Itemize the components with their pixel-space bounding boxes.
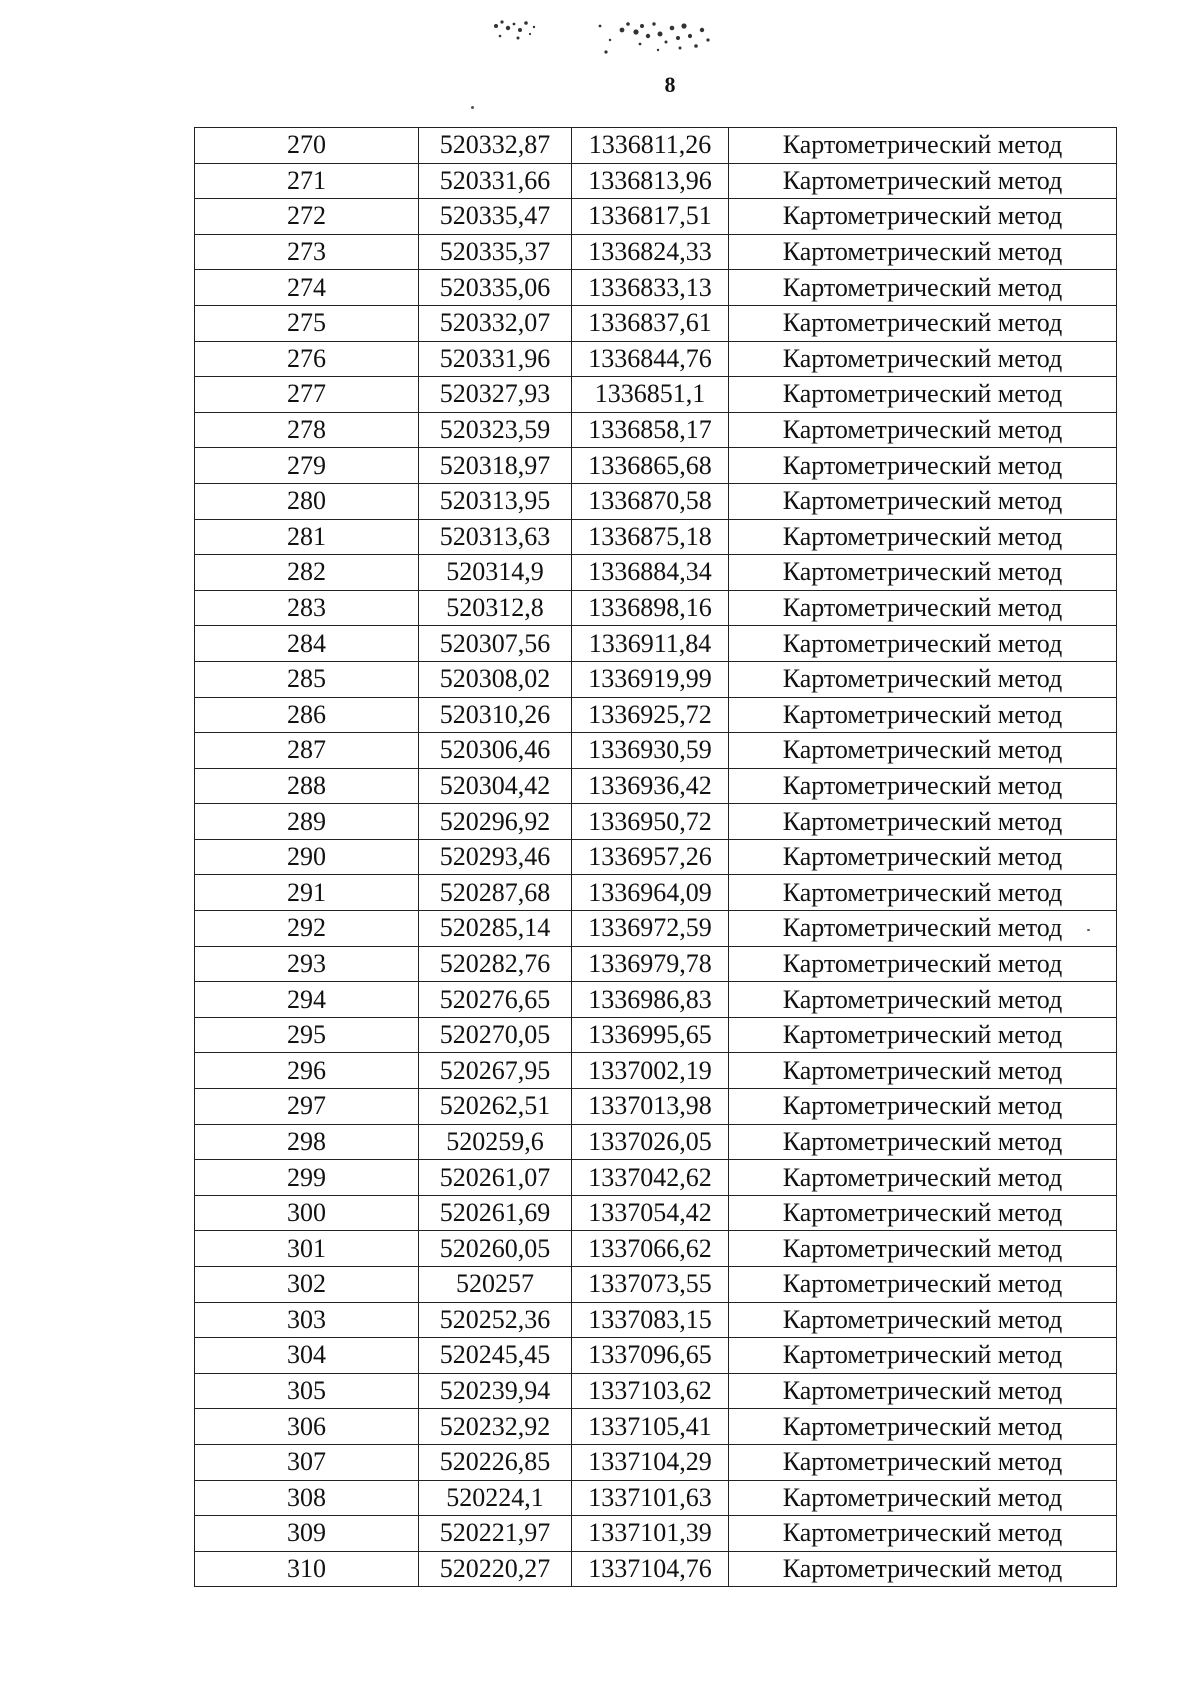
y-coordinate-cell: 1336919,99	[572, 661, 729, 697]
point-number-cell: 277	[195, 377, 419, 413]
y-coordinate-cell: 1336811,26	[572, 128, 729, 164]
y-coordinate-cell: 1336911,84	[572, 626, 729, 662]
x-coordinate-cell: 520308,02	[419, 661, 572, 697]
y-coordinate-cell: 1337096,65	[572, 1338, 729, 1374]
y-coordinate-cell: 1336833,13	[572, 270, 729, 306]
y-coordinate-cell: 1336936,42	[572, 768, 729, 804]
point-number-cell: 285	[195, 661, 419, 697]
table-row	[195, 1267, 1117, 1303]
point-number-cell: 293	[195, 946, 419, 982]
x-coordinate-cell: 520304,42	[419, 768, 572, 804]
table-row	[195, 733, 1117, 769]
point-number-cell: 282	[195, 555, 419, 591]
x-coordinate-cell: 520257	[419, 1267, 572, 1303]
y-coordinate-cell: 1337101,63	[572, 1480, 729, 1516]
x-coordinate-cell: 520296,92	[419, 804, 572, 840]
method-cell: Картометрический метод	[729, 1089, 1117, 1125]
x-coordinate-cell: 520267,95	[419, 1053, 572, 1089]
x-coordinate-cell: 520323,59	[419, 412, 572, 448]
point-number-cell: 310	[195, 1551, 419, 1587]
table-row	[195, 412, 1117, 448]
y-coordinate-cell: 1337013,98	[572, 1089, 729, 1125]
x-coordinate-cell: 520335,37	[419, 234, 572, 270]
x-coordinate-cell: 520226,85	[419, 1444, 572, 1480]
y-coordinate-cell: 1336813,96	[572, 163, 729, 199]
method-cell: Картометрический метод	[729, 875, 1117, 911]
point-number-cell: 271	[195, 163, 419, 199]
method-cell: Картометрический метод	[729, 1409, 1117, 1445]
point-number-cell: 291	[195, 875, 419, 911]
table-row	[195, 1017, 1117, 1053]
method-cell: Картометрический метод	[729, 733, 1117, 769]
y-coordinate-cell: 1337103,62	[572, 1373, 729, 1409]
method-cell: Картометрический метод	[729, 412, 1117, 448]
point-number-cell: 281	[195, 519, 419, 555]
method-cell: Картометрический метод	[729, 661, 1117, 697]
table-row	[195, 199, 1117, 235]
method-cell: Картометрический метод	[729, 1338, 1117, 1374]
point-number-cell: 278	[195, 412, 419, 448]
method-cell: Картометрический метод	[729, 1267, 1117, 1303]
x-coordinate-cell: 520270,05	[419, 1017, 572, 1053]
point-number-cell: 304	[195, 1338, 419, 1374]
table-row	[195, 270, 1117, 306]
x-coordinate-cell: 520313,95	[419, 483, 572, 519]
table-row	[195, 1444, 1117, 1480]
method-cell: Картометрический метод	[729, 305, 1117, 341]
point-number-cell: 298	[195, 1124, 419, 1160]
x-coordinate-cell: 520293,46	[419, 839, 572, 875]
method-cell: Картометрический метод	[729, 1160, 1117, 1196]
table-row	[195, 483, 1117, 519]
x-coordinate-cell: 520314,9	[419, 555, 572, 591]
table-row	[195, 1124, 1117, 1160]
x-coordinate-cell: 520260,05	[419, 1231, 572, 1267]
x-coordinate-cell: 520313,63	[419, 519, 572, 555]
x-coordinate-cell: 520282,76	[419, 946, 572, 982]
method-cell: Картометрический метод	[729, 1231, 1117, 1267]
y-coordinate-cell: 1337042,62	[572, 1160, 729, 1196]
method-cell: Картометрический метод	[729, 982, 1117, 1018]
point-number-cell: 270	[195, 128, 419, 164]
point-number-cell: 274	[195, 270, 419, 306]
method-cell: Картометрический метод	[729, 199, 1117, 235]
point-number-cell: 273	[195, 234, 419, 270]
x-coordinate-cell: 520307,56	[419, 626, 572, 662]
y-coordinate-cell: 1336972,59	[572, 911, 729, 947]
x-coordinate-cell: 520335,47	[419, 199, 572, 235]
table-row	[195, 1480, 1117, 1516]
stamp-mark	[490, 12, 730, 58]
point-number-cell: 284	[195, 626, 419, 662]
y-coordinate-cell: 1337002,19	[572, 1053, 729, 1089]
method-cell: Картометрический метод	[729, 555, 1117, 591]
table-row	[195, 590, 1117, 626]
method-cell: Картометрический метод	[729, 1053, 1117, 1089]
table-row	[195, 341, 1117, 377]
x-coordinate-cell: 520245,45	[419, 1338, 572, 1374]
y-coordinate-cell: 1336824,33	[572, 234, 729, 270]
page-number: 8	[664, 72, 676, 97]
table-row	[195, 377, 1117, 413]
method-cell: Картометрический метод	[729, 270, 1117, 306]
point-number-cell: 303	[195, 1302, 419, 1338]
method-cell: Картометрический метод	[729, 804, 1117, 840]
point-number-cell: 286	[195, 697, 419, 733]
x-coordinate-cell: 520310,26	[419, 697, 572, 733]
y-coordinate-cell: 1337083,15	[572, 1302, 729, 1338]
table-row	[195, 804, 1117, 840]
table-row	[195, 1516, 1117, 1552]
table-row	[195, 1195, 1117, 1231]
method-cell: Картометрический метод	[729, 1017, 1117, 1053]
point-number-cell: 288	[195, 768, 419, 804]
y-coordinate-cell: 1336995,65	[572, 1017, 729, 1053]
y-coordinate-cell: 1336925,72	[572, 697, 729, 733]
x-coordinate-cell: 520261,07	[419, 1160, 572, 1196]
table-row	[195, 946, 1117, 982]
y-coordinate-cell: 1337105,41	[572, 1409, 729, 1445]
method-cell: Картометрический метод	[729, 1444, 1117, 1480]
x-coordinate-cell: 520332,87	[419, 128, 572, 164]
method-cell: Картометрический метод	[729, 911, 1117, 947]
x-coordinate-cell: 520239,94	[419, 1373, 572, 1409]
x-coordinate-cell: 520276,65	[419, 982, 572, 1018]
point-number-cell: 302	[195, 1267, 419, 1303]
method-cell: Картометрический метод	[729, 839, 1117, 875]
point-number-cell: 283	[195, 590, 419, 626]
method-cell: Картометрический метод	[729, 234, 1117, 270]
y-coordinate-cell: 1336979,78	[572, 946, 729, 982]
scan-speck	[471, 106, 474, 109]
method-cell: Картометрический метод	[729, 626, 1117, 662]
method-cell: Картометрический метод	[729, 697, 1117, 733]
method-cell: Картометрический метод	[729, 1516, 1117, 1552]
method-cell: Картометрический метод	[729, 163, 1117, 199]
point-number-cell: 289	[195, 804, 419, 840]
point-number-cell: 309	[195, 1516, 419, 1552]
table-row	[195, 128, 1117, 164]
y-coordinate-cell: 1336898,16	[572, 590, 729, 626]
point-number-cell: 295	[195, 1017, 419, 1053]
x-coordinate-cell: 520327,93	[419, 377, 572, 413]
y-coordinate-cell: 1336837,61	[572, 305, 729, 341]
coordinates-table	[194, 127, 1117, 1587]
x-coordinate-cell: 520252,36	[419, 1302, 572, 1338]
x-coordinate-cell: 520224,1	[419, 1480, 572, 1516]
y-coordinate-cell: 1336875,18	[572, 519, 729, 555]
x-coordinate-cell: 520232,92	[419, 1409, 572, 1445]
x-coordinate-cell: 520331,66	[419, 163, 572, 199]
table-row	[195, 839, 1117, 875]
y-coordinate-cell: 1337104,76	[572, 1551, 729, 1587]
method-cell: Картометрический метод	[729, 1195, 1117, 1231]
table-row	[195, 1373, 1117, 1409]
x-coordinate-cell: 520259,6	[419, 1124, 572, 1160]
table-row	[195, 1302, 1117, 1338]
table-row	[195, 661, 1117, 697]
y-coordinate-cell: 1336957,26	[572, 839, 729, 875]
method-cell: Картометрический метод	[729, 1302, 1117, 1338]
x-coordinate-cell: 520312,8	[419, 590, 572, 626]
y-coordinate-cell: 1336870,58	[572, 483, 729, 519]
table-row	[195, 768, 1117, 804]
table-row	[195, 1053, 1117, 1089]
table-row	[195, 1551, 1117, 1587]
table-row	[195, 234, 1117, 270]
point-number-cell: 307	[195, 1444, 419, 1480]
table-row	[195, 555, 1117, 591]
y-coordinate-cell: 1336844,76	[572, 341, 729, 377]
table-row	[195, 1231, 1117, 1267]
point-number-cell: 299	[195, 1160, 419, 1196]
y-coordinate-cell: 1337066,62	[572, 1231, 729, 1267]
method-cell: Картометрический метод	[729, 590, 1117, 626]
table-row	[195, 519, 1117, 555]
table-row	[195, 448, 1117, 484]
point-number-cell: 301	[195, 1231, 419, 1267]
method-cell: Картометрический метод	[729, 448, 1117, 484]
table-row	[195, 911, 1117, 947]
table-row	[195, 875, 1117, 911]
y-coordinate-cell: 1337104,29	[572, 1444, 729, 1480]
x-coordinate-cell: 520335,06	[419, 270, 572, 306]
point-number-cell: 305	[195, 1373, 419, 1409]
coordinates-table-body	[195, 128, 1117, 1587]
table-row	[195, 163, 1117, 199]
point-number-cell: 300	[195, 1195, 419, 1231]
y-coordinate-cell: 1336884,34	[572, 555, 729, 591]
method-cell: Картометрический метод	[729, 341, 1117, 377]
point-number-cell: 292	[195, 911, 419, 947]
point-number-cell: 294	[195, 982, 419, 1018]
y-coordinate-cell: 1336858,17	[572, 412, 729, 448]
point-number-cell: 297	[195, 1089, 419, 1125]
table-row	[195, 1089, 1117, 1125]
method-cell: Картометрический метод	[729, 128, 1117, 164]
y-coordinate-cell: 1337026,05	[572, 1124, 729, 1160]
y-coordinate-cell: 1336851,1	[572, 377, 729, 413]
x-coordinate-cell: 520332,07	[419, 305, 572, 341]
point-number-cell: 296	[195, 1053, 419, 1089]
table-row	[195, 626, 1117, 662]
x-coordinate-cell: 520318,97	[419, 448, 572, 484]
method-cell: Картометрический метод	[729, 768, 1117, 804]
method-cell: Картометрический метод	[729, 1124, 1117, 1160]
y-coordinate-cell: 1337073,55	[572, 1267, 729, 1303]
y-coordinate-cell: 1336817,51	[572, 199, 729, 235]
method-cell: Картометрический метод	[729, 1373, 1117, 1409]
x-coordinate-cell: 520287,68	[419, 875, 572, 911]
y-coordinate-cell: 1336986,83	[572, 982, 729, 1018]
point-number-cell: 308	[195, 1480, 419, 1516]
x-coordinate-cell: 520220,27	[419, 1551, 572, 1587]
x-coordinate-cell: 520262,51	[419, 1089, 572, 1125]
method-cell: Картометрический метод	[729, 946, 1117, 982]
table-row	[195, 305, 1117, 341]
method-cell: Картометрический метод	[729, 519, 1117, 555]
x-coordinate-cell: 520306,46	[419, 733, 572, 769]
y-coordinate-cell: 1336950,72	[572, 804, 729, 840]
point-number-cell: 290	[195, 839, 419, 875]
point-number-cell: 306	[195, 1409, 419, 1445]
table-row	[195, 982, 1117, 1018]
y-coordinate-cell: 1336964,09	[572, 875, 729, 911]
table-row	[195, 1409, 1117, 1445]
x-coordinate-cell: 520331,96	[419, 341, 572, 377]
x-coordinate-cell: 520261,69	[419, 1195, 572, 1231]
point-number-cell: 279	[195, 448, 419, 484]
y-coordinate-cell: 1337054,42	[572, 1195, 729, 1231]
y-coordinate-cell: 1337101,39	[572, 1516, 729, 1552]
y-coordinate-cell: 1336930,59	[572, 733, 729, 769]
method-cell: Картометрический метод	[729, 1551, 1117, 1587]
y-coordinate-cell: 1336865,68	[572, 448, 729, 484]
method-cell: Картометрический метод	[729, 483, 1117, 519]
point-number-cell: 287	[195, 733, 419, 769]
x-coordinate-cell: 520221,97	[419, 1516, 572, 1552]
table-row	[195, 1338, 1117, 1374]
point-number-cell: 280	[195, 483, 419, 519]
method-cell: Картометрический метод	[729, 1480, 1117, 1516]
point-number-cell: 272	[195, 199, 419, 235]
x-coordinate-cell: 520285,14	[419, 911, 572, 947]
point-number-cell: 275	[195, 305, 419, 341]
method-cell: Картометрический метод	[729, 377, 1117, 413]
table-row	[195, 697, 1117, 733]
point-number-cell: 276	[195, 341, 419, 377]
table-row	[195, 1160, 1117, 1196]
